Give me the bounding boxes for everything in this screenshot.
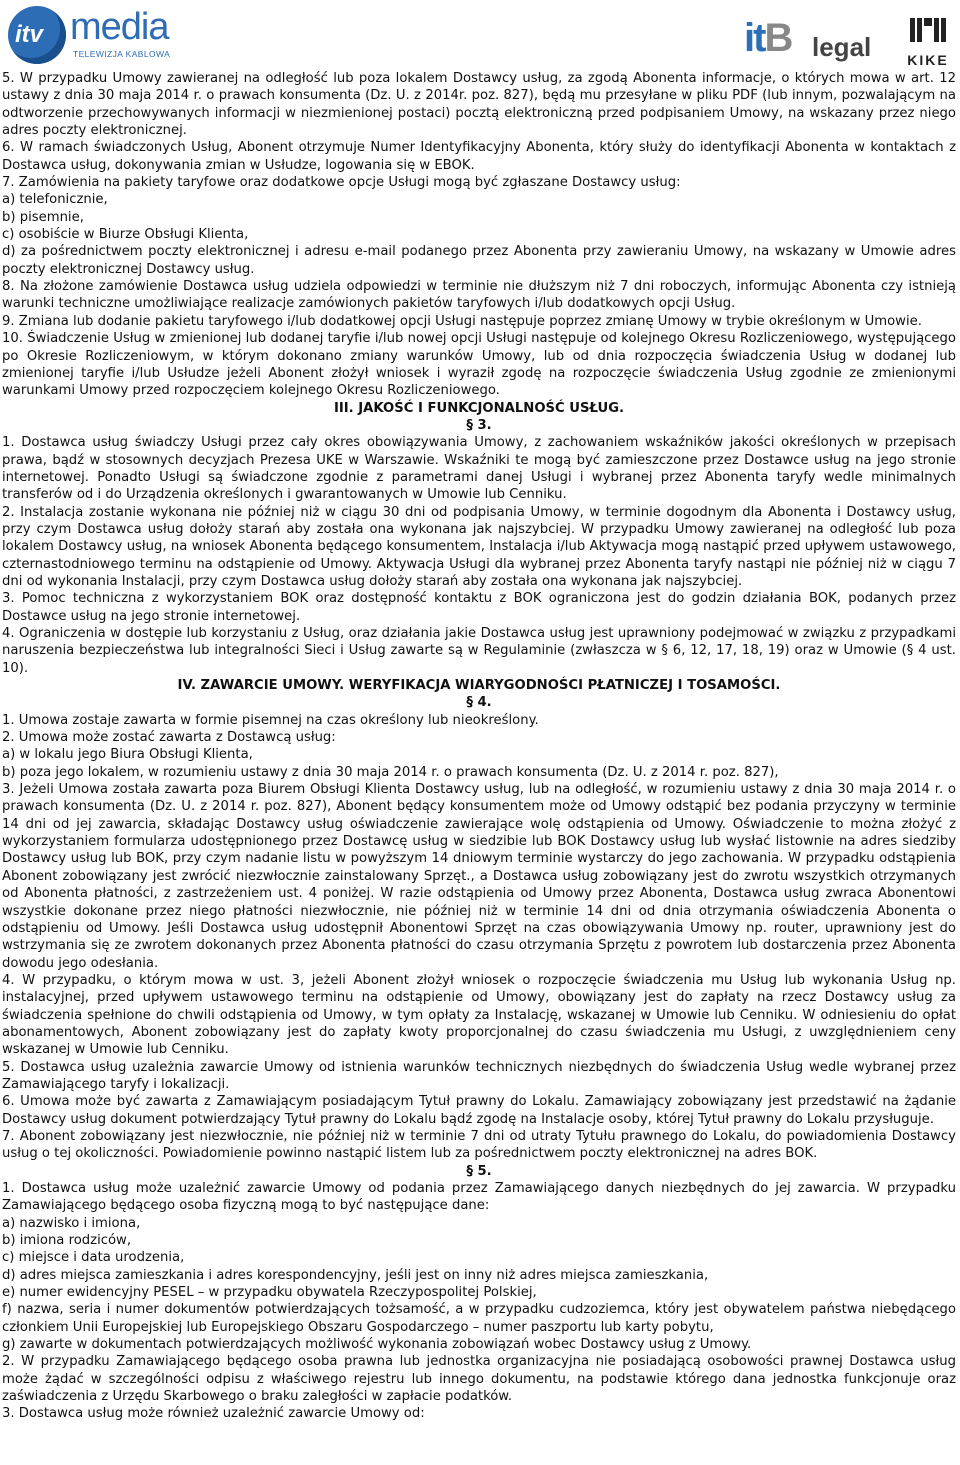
kike-bars-icon xyxy=(908,16,948,44)
list-item: b) pisemnie, xyxy=(2,209,84,225)
page-header xyxy=(0,0,960,72)
section-heading: III. JAKOŚĆ I FUNKCJONALNOŚĆ USŁUG. xyxy=(333,400,625,416)
logo-kike: KIKE xyxy=(907,52,949,68)
list-item: d) adres miejsca zamieszkania i adres korespondencyjny, jeśli jest on inny niż adres miejsca zamieszkania, xyxy=(2,1267,709,1283)
paragraph: 2. Instalacja zostanie wykonana nie później niż w ciągu 30 dni od podpisania Umowy, w terminie dogodnym dla Abonenta i Dostawcy usług, przy czym Dostawca usług dołoży starań aby została ona wykonana jak najszybciej. W przypadku Umowy zawieranej na odległość lub poza lokalem Dostawcy usług, na wniosek Abonenta będącego konsumentem, Instalacja i/lub Aktywacja mogą nastąpić przed upływem ustawowego, czternastodniowego terminu na odstąpienie od Umowy. Aktywacja Usługi dla wybranej przez Abonenta taryfy nastąpi nie później niż w ciągu 7 dni od wykonania Instalacji, przy czym Dostawca usług dołoży starań aby została ona wykonana jak najszybciej. xyxy=(2,504,956,589)
kike-logo xyxy=(902,14,954,70)
document-body xyxy=(2,70,956,1423)
paragraph: 8. Na złożone zamówienie Dostawca usług udziela odpowiedzi w terminie nie dłuższym niż 7 dni roboczych, informując Abonenta czy istnieją warunki techniczne umożliwiające realizacje zamówionych pakietów taryfowych i/lub dodatkowych opcji Usług. xyxy=(2,279,956,312)
itv-mark: itv xyxy=(15,21,44,48)
paragraph: 3. Dostawca usług może również uzależnić zawarcie Umowy od: xyxy=(2,1406,425,1422)
list-item: b) poza jego lokalem, w rozumieniu ustawy z dnia 30 maja 2014 r. o prawach konsumenta (Dz. U. z 2014 r. poz. 827), xyxy=(2,764,779,780)
paragraph: 5. Dostawca usług uzależnia zawarcie Umowy od istnienia warunków technicznych niezbędnych do świadczenia Usług wedle wybranej przez Zamawiającego taryfy i lokalizacji. xyxy=(2,1059,956,1092)
itblegal-kike-logo xyxy=(744,14,954,70)
paragraph: 5. W przypadku Umowy zawieranej na odległość lub poza lokalem Dostawcy usług, za zgodą Abonenta informacje, o których mowa w art. 12 ustawy z dnia 30 maja 2014 r. o prawach konsumenta (Dz. U. z 2014r. poz. 827), będą mu przesyłane w pliku PDF (lub innym, pozwalającym na odtworzenie przechowywanych informacji w niezmienionej postaci) pocztą elektroniczną przed podpisaniem Umowy, na wskazany przez niego adres poczty elektronicznej. xyxy=(2,71,956,139)
paragraph: 7. Zamówienia na pakiety taryfowe oraz dodatkowe opcje Usługi mogą być zgłaszane Dostawcy usług: xyxy=(2,175,681,191)
paragraph: 4. Ograniczenia w dostępie lub korzystaniu z Usług, oraz działania jakie Dostawca usług jest uprawniony podejmować w związku z przypadkami naruszenia bezpieczeństwa lub integralności Sieci i Usług zawarte są w Regulaminie (zwłaszcza w § 6, 12, 17, 18, 19) oraz w Umowie (§ 4 ust. 10). xyxy=(2,626,956,676)
list-item: g) zawarte w dokumentach potwierdzających możliwość wykonania zobowiązań wobec Dostawcy usług z Umowy. xyxy=(2,1337,752,1353)
paragraph: 4. W przypadku, o którym mowa w ust. 3, jeżeli Abonent złożył wniosek o rozpoczęcie świadczenia mu Usług lub wykonania Usług np. instalacyjnej, przed upływem ustawowego terminu na odstąpienie od Umowy, obowiązany jest do zapłaty na rzecz Dostawcy usług za świadczenia spełnione do chwili odstąpienia od Umowy, w tym opłaty za Instalację, wskazanej w Umowie lub Cenniku. W odniesieniu do opłat abonamentowych, Abonent zobowiązany jest do zapłaty kwoty proporcjonalnej do czasu świadczenia mu Usługi, z uwzględnieniem ceny wskazanej w Umowie lub Cenniku. xyxy=(2,972,956,1058)
paragraph: 10. Świadczenie Usług w zmienionej lub dodanej taryfie i/lub nowej opcji Usługi następuje od kolejnego Okresu Rozliczeniowego, występującego po Okresie Rozliczeniowym, w którym dokonano zmiany warunków Umowy, lub od dnia rozpoczęcia świadczenia Usług w dodanej lub zmienionej taryfie i/lub Usłudze jeżeli Abonent złożył wniosek i wyraził zgodę na rozpoczęcie świadczenia Usług zgodnie ze zmienionymi warunkami Umowy przed rozpoczęciem kolejnego Okresu Rozliczeniowego. xyxy=(2,331,956,399)
paragraph: 3. Pomoc techniczna z wykorzystaniem BOK oraz dostępność kontaktu z BOK ograniczona jest do godzin działania BOK, podanych przez Dostawce usług na jego stronie internetowej. xyxy=(2,591,956,624)
list-item: e) numer ewidencyjny PESEL – w przypadku obywatela Rzeczypospolitej Polskiej, xyxy=(2,1285,537,1301)
paragraph: 1. Dostawca usług świadczy Usługi przez cały okres obowiązywania Umowy, z zachowaniem wskaźników jakości określonych w przepisach prawa, bądź w stosownych decyzjach Prezesa UKE w Warszawie. Wskaźniki te mogą być zamieszczone przez Dostawce usług na jego stronie internetowej. Ponadto Usługi są świadczone zgodnie z parametrami danej Usługi i wybranej przez Abonenta taryfy wedle minimalnych transferów od i do Urządzenia określonych i gwarantowanych w Umowie lub Cenniku. xyxy=(2,435,956,503)
itb-mark xyxy=(744,14,791,62)
paragraph: 3. Jeżeli Umowa została zawarta poza Biurem Obsługi Klienta Dostawcy usług, lub na odległość, w rozumieniu ustawy z dnia 30 maja 2014 r. o prawach konsumenta (Dz. U. z 2014 r. poz. 827), Abonent będący konsumentem może od Umowy odstąpić bez podania przyczyny w terminie 14 dni od jej zawarcia, składając Dostawcy usług oświadczenie zawierające wolę odstąpienia od Umowy. Oświadczenie to można złożyć z wykorzystaniem formularza udostępnionego przez Dostawcę usług w siedzibie lub BOK Dostawcy usług lub wysłać listownie na adres siedziby Dostawcy usług lub BOK, przy czym nadanie listu w powyższym 14 dniowym terminie wystarczy do jego zachowania. W przypadku odstąpienia Abonent zobowiązany jest zwrócić niezwłocznie zainstalowany Sprzęt., a Dostawca usług zobowiązany jest do zwrotu wszystkich otrzymanych od Abonenta płatności, z zastrzeżeniem ust. 4 poniżej. W razie odstąpienia od Umowy przez Abonenta, Dostawca usług zwraca Abonentowi wszystkie dokonane przez niego płatności niezwłocznie, nie później niż w terminie 14 dni od dnia otrzymania oświadczenia Abonenta o odstąpieniu od Umowy. Jeśli Dostawca usług udostępnił Abonentowi Sprzęt na czas obowiązywania Umowy np. router, uprawniony jest do wstrzymania się ze zwrotem dokonanych przez Abonenta płatności do czasu otrzymania Sprzętu z powrotem lub dostarczenia przez Abonenta dowodu jego odesłania. xyxy=(2,782,956,971)
logo-tagline: TELEWIZJA KABLOWA xyxy=(73,49,171,59)
paragraph: 2. W przypadku Zamawiającego będącego osoba prawna lub jednostka organizacyjna nie posiadającą osobowości prawnej Dostawca usług może żądać w szczególności odpisu z właściwego rejestru lub innego dokumentu, na podstawie którego dana jednostka funkcjonuje oraz zaświadczenia z Urzędu Skarbowego o braku zaległości w zapłacie podatków. xyxy=(2,1354,956,1405)
paragraph: 2. Umowa może zostać zawarta z Dostawcą usług: xyxy=(2,730,336,746)
list-item: b) imiona rodziców, xyxy=(2,1233,132,1249)
logo-media-text: media xyxy=(70,6,169,48)
list-item: a) w lokalu jego Biura Obsługi Klienta, xyxy=(2,747,253,763)
logo-legal: legal xyxy=(812,32,872,62)
paragraph: 6. W ramach świadczonych Usług, Abonent otrzymuje Numer Identyfikacyjny Abonenta, który służy do identyfikacji Abonenta w kontaktach z Dostawca usług, dokonywania zmian w Usłudze, logowania się w EBOK. xyxy=(2,140,956,173)
paragraph: 6. Umowa może być zawarta z Zamawiającym posiadającym Tytuł prawny do Lokalu. Zamawiający zobowiązany jest przedstawić na żądanie Dostawcy usług dokument potwierdzający Tytuł prawny do Lokalu bądź zgodę na Instalacje osoby, której Tytuł prawny do Lokalu przysługuje. xyxy=(2,1094,956,1127)
paragraph: 9. Zmiana lub dodanie pakietu taryfowego i/lub dodatkowej opcji Usługi następuje poprzez zmianę Umowy w trybie określonym w Umowie. xyxy=(2,313,922,329)
section-paragraph-number: § 3. xyxy=(466,417,492,433)
list-item: f) nazwa, seria i numer dokumentów potwierdzających tożsamość, a w przypadku cudzoziemca, który jest obywatelem państwa niebędącego członkiem Unii Europejskiej lub Europejskiego Obszaru Gospodarczego – numer paszportu lub karty pobytu, xyxy=(2,1302,956,1335)
list-item: c) miejsce i data urodzenia, xyxy=(2,1250,185,1266)
logo-it: it xyxy=(744,16,765,60)
paragraph: 1. Umowa zostaje zawarta w formie pisemnej na czas określony lub nieokreślony. xyxy=(2,712,539,728)
logo-b: B xyxy=(764,16,792,60)
list-item: c) osobiście w Biurze Obsługi Klienta, xyxy=(2,227,249,243)
itv-media-logo xyxy=(8,6,188,66)
section-paragraph-number: § 4. xyxy=(466,695,492,711)
section-heading: IV. ZAWARCIE UMOWY. WERYFIKACJA WIARYGODNOŚCI PŁATNICZEJ I TOSAMOŚCI. xyxy=(177,678,781,694)
list-item: d) za pośrednictwem poczty elektronicznej i adresu e-mail podanego przez Abonenta przy zawieraniu Umowy, na wskazany w Umowie adres poczty elektronicznej Dostawcy usług. xyxy=(2,244,956,277)
list-item: a) telefonicznie, xyxy=(2,192,108,208)
paragraph: 7. Abonent zobowiązany jest niezwłocznie, nie później niż w terminie 7 dni od utraty Tytułu prawnego do Lokalu, do powiadomienia Dostawcy usług o tej okoliczności. Powiadomienie powinno nastąpić listem lub za pośrednictwem poczty elektronicznej na adres BOK. xyxy=(2,1128,956,1162)
paragraph: 1. Dostawca usług może uzależnić zawarcie Umowy od podania przez Zamawiającego danych niezbędnych do jej zawarcia. W przypadku Zamawiającego będącego osoba fizyczną mogą to być następujące dane: xyxy=(2,1181,956,1214)
section-paragraph-number: § 5. xyxy=(466,1163,492,1179)
list-item: a) nazwisko i imiona, xyxy=(2,1215,141,1231)
